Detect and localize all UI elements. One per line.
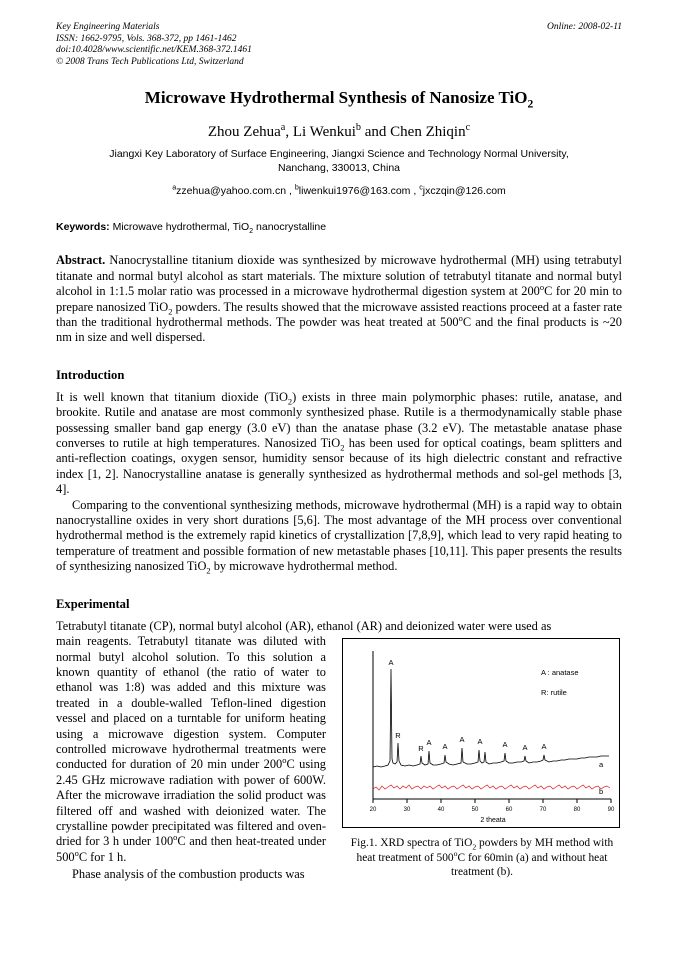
- affiliation-line-2: Nanchang, 330013, China: [277, 162, 400, 175]
- abstract-label: Abstract.: [56, 253, 106, 268]
- affiliation-line-1: Jiangxi Key Laboratory of Surface Engineering, Jiangxi Science and Technology Normal University,: [109, 148, 569, 161]
- svg-text:A: A: [459, 735, 465, 745]
- figcap-sup: o: [453, 848, 458, 858]
- page-content: [56, 22, 622, 883]
- abstract-text-3: powders. The results showed that the microwave assisted reactions proceed at a faster rate than the traditional hydrothermal methods. The powder was heat treated at 500: [56, 299, 622, 329]
- email-mark-c: c: [419, 183, 423, 192]
- keywords-text-1: Microwave hydrothermal, TiO: [109, 221, 250, 234]
- exp-col-d: C for 1 h.: [78, 849, 127, 864]
- svg-text:70: 70: [539, 807, 547, 814]
- svg-text:A: A: [388, 658, 394, 668]
- svg-text:R: R: [418, 744, 424, 754]
- online-date: Online: 2008-02-11: [546, 22, 622, 32]
- journal-name: Key Engineering Materials: [56, 22, 160, 32]
- svg-text:90: 90: [607, 807, 615, 814]
- email-2[interactable]: liwenkui1976@163.com ,: [298, 185, 420, 198]
- exp-col-sup-1: o: [282, 755, 287, 766]
- email-3[interactable]: jxczqin@126.com: [422, 185, 506, 198]
- intro-p1-sub1: 2: [287, 396, 293, 407]
- author-3-mark: c: [465, 122, 471, 134]
- svg-text:A: A: [477, 737, 483, 747]
- figcap-b: powders by MH method with heat treatment of 500: [356, 837, 614, 864]
- intro-p2-b: by microwave hydrothermal method.: [210, 559, 398, 574]
- title-subscript: 2: [527, 97, 534, 111]
- introduction-paragraph-2: [56, 498, 622, 575]
- svg-text:80: 80: [573, 807, 581, 814]
- exp-col-b: C using 2.45 GHz microwave radiation with power of 600W. After the microwave irradiation the solid product was filtered off and washed with deionized water. The crystalline powder precipitated was filtered and oven-dried for 3 h under 100: [56, 757, 326, 849]
- figcap-a: Fig.1. XRD spectra of TiO: [350, 837, 473, 850]
- svg-text:20: 20: [369, 807, 377, 814]
- email-mark-a: a: [172, 183, 177, 192]
- intro-p1-a: It is well known that titanium dioxide (TiO: [56, 389, 288, 404]
- exp-col-last-paragraph: Phase analysis of the combustion products was: [72, 867, 305, 882]
- keywords-label: Keywords:: [56, 221, 110, 234]
- figure-1: [342, 638, 620, 828]
- intro-p2-a: Comparing to the conventional synthesizing methods, microwave hydrothermal (MH) is a rapid way to obtain nanocrystalline oxides in very short durations [5,6]. The most advantage of the MH process over conventional hydrothermal method is the extremely rapid kinetics of crystallization [7,8,9], which lead to very rapid heating to temperature of treatment and possible formation of new metastable phases [10,11]. This paper presents the results of synthesizing nanosized TiO: [56, 497, 622, 574]
- exp-col-sup-3: o: [74, 847, 79, 858]
- figure-column: [342, 634, 622, 880]
- title-text: Microwave Hydrothermal Synthesis of Nanosize TiO: [144, 88, 528, 108]
- journal-header: [56, 22, 622, 68]
- exp-col-sup-2: o: [173, 832, 178, 843]
- keywords-subscript: 2: [249, 227, 254, 236]
- svg-text:40: 40: [437, 807, 445, 814]
- author-emails: [56, 185, 622, 197]
- journal-header-left: [56, 22, 252, 68]
- svg-text:60: 60: [505, 807, 513, 814]
- author-1-mark: a: [280, 122, 286, 134]
- section-heading-introduction: Introduction: [56, 367, 125, 382]
- keywords-text-2: nanocrystalline: [253, 221, 327, 234]
- abstract-sup-1: o: [539, 282, 545, 293]
- keywords: [56, 221, 622, 236]
- journal-issn: ISSN: 1662-9795, Vols. 368-372, pp 1461-1462: [56, 33, 237, 44]
- abstract: [56, 253, 622, 345]
- experimental-columns: [56, 634, 622, 883]
- figure-1-caption: [342, 836, 622, 880]
- svg-text:R: R: [395, 731, 401, 741]
- email-mark-b: b: [294, 183, 299, 192]
- affiliation: [56, 147, 622, 175]
- author-2-mark: b: [355, 122, 361, 134]
- experimental-text-column: [56, 634, 326, 883]
- svg-text:A: A: [502, 740, 508, 750]
- svg-text:b: b: [599, 787, 604, 797]
- author-list: [56, 124, 622, 141]
- intro-p1-c: has been used for optical coatings, beam splitters and anti-reflection coatings, oxygen sensor, humidity sensor because of its high dielectric constant and refractive index [1, 2]. Nanocrystalline anatase is generally synthesized as hydrothermal methods and sol-gel methods [3, 4].: [56, 436, 622, 497]
- abstract-text-1: Nanocrystalline titanium dioxide was synthesized by microwave hydrothermal (MH) using tetrabutyl titanate and normal butyl alcohol as start materials. The mixture solution of tetrabutyl titanate and normal butyl alcohol in 1:1.5 molar ratio was processed in a microwave hydrothermal digestion system at 200: [56, 253, 622, 299]
- svg-text:A: A: [522, 743, 528, 753]
- svg-text:A: A: [541, 742, 547, 752]
- exp-col-c: C and then heat-treated under 500: [56, 834, 326, 864]
- abstract-text-4: C and the final products is ~20 nm in size and well dispersed.: [56, 315, 622, 345]
- exp-col-a: main reagents. Tetrabutyl titanate was diluted with normal butyl alcohol solution. To this solution a known quantity of ethanol (the ratio of water to ethanol was 1:8) was added and this mixture was treated in a double-walled Teflon-lined digestion vessel and placed on a turntable for uniform heating using a microwave digestion system. Computer controlled microwave hydrothermal treatments were conducted for duration of 20 min under 200: [56, 634, 326, 772]
- intro-p1-sub2: 2: [340, 442, 345, 453]
- introduction-paragraph-1: [56, 390, 622, 498]
- abstract-text-2: C for 20 min to prepare nanosized TiO: [56, 284, 622, 314]
- svg-text:A: A: [426, 738, 432, 748]
- svg-text:2 theata: 2 theata: [480, 817, 506, 825]
- svg-text:R: rutile: R: rutile: [541, 688, 567, 698]
- section-heading-experimental: Experimental: [56, 596, 130, 611]
- author-sep-1: , Li Wenkui: [285, 124, 356, 141]
- author-1: Zhou Zehua: [207, 124, 281, 141]
- journal-copyright: © 2008 Trans Tech Publications Ltd, Switzerland: [56, 56, 244, 67]
- abstract-sub-1: 2: [168, 306, 173, 317]
- journal-doi: doi:10.4028/www.scientific.net/KEM.368-372.1461: [56, 45, 252, 56]
- experimental-intro: Tetrabutyl titanate (CP), normal butyl alcohol (AR), ethanol (AR) and deionized water were used as: [56, 618, 552, 633]
- intro-p2-sub: 2: [206, 565, 211, 576]
- author-sep-2: and Chen Zhiqin: [361, 124, 466, 141]
- xrd-plot: [343, 639, 619, 827]
- svg-text:A: A: [442, 742, 448, 752]
- intro-p1-b: ) exists in three main polymorphic phases: rutile, anatase, and brookite. Rutile and anatase are most commonly synthesized phase. Rutile is a thermodynamically stable phase possessing smaller band gap energy (3.0 eV) than the anatase phase (3.2 eV). The metastable anatase phase converses to rutile at high temperatures. Nanosized TiO: [56, 389, 622, 451]
- svg-text:a: a: [599, 760, 604, 770]
- abstract-sup-2: o: [458, 312, 463, 323]
- svg-text:50: 50: [471, 807, 479, 814]
- svg-text:A : anatase: A : anatase: [541, 668, 579, 678]
- email-1[interactable]: zzehua@yahoo.com.cn ,: [176, 185, 295, 198]
- svg-text:30: 30: [403, 807, 411, 814]
- figcap-sub: 2: [472, 842, 477, 852]
- figcap-c: C for 60min (a) and without heat treatment (b).: [451, 851, 608, 879]
- page-title: [56, 88, 622, 111]
